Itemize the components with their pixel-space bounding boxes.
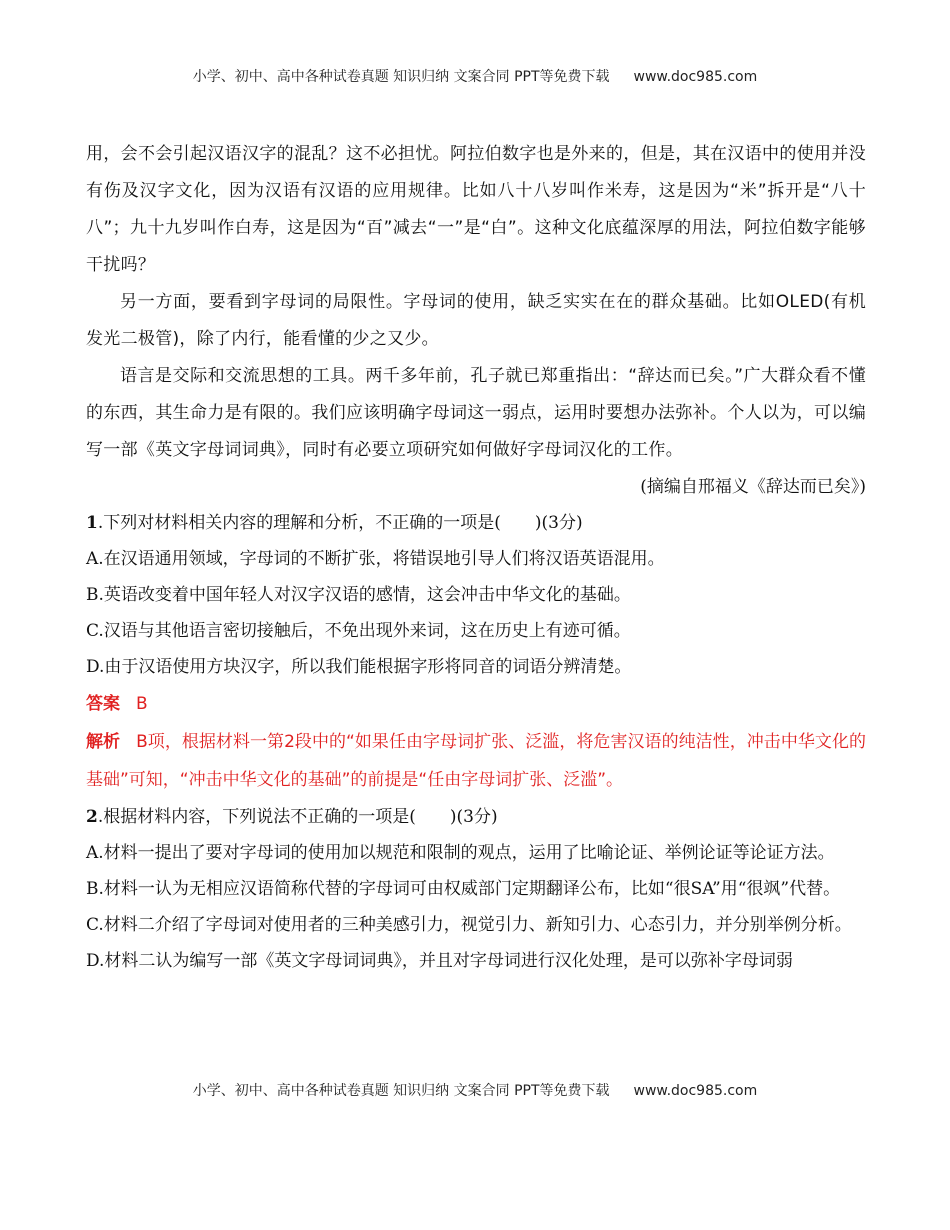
question-1-option-a: A.在汉语通用领域，字母词的不断扩张，将错误地引导人们将汉语英语混用。 [86, 549, 665, 569]
question-2-option-a: A.材料一提出了要对字母词的使用加以规范和限制的观点，运用了比喻论证、举例论证等论证方法。 [86, 843, 835, 863]
header-text: 小学、初中、高中各种试卷真题 知识归纳 文案合同 PPT等免费下载 [192, 69, 610, 85]
question-2-stem [86, 799, 866, 835]
question-2-text: .根据材料内容，下列说法不正确的一项是( )(3分) [97, 807, 498, 827]
passage-source: (摘编自邢福义《辞达而已矣》) [640, 477, 866, 497]
question-2-option-c: C.材料二介绍了字母词对使用者的三种美感引力，视觉引力、新知引力、心态引力，并分别举例分析。 [86, 915, 852, 935]
header-site-link[interactable]: www.doc985.com [633, 69, 758, 85]
passage-paragraph-1: 用，会不会引起汉语汉字的混乱？这不必担忧。阿拉伯数字也是外来的，但是，其在汉语中的使用并没有伤及汉字文化，因为汉语有汉语的应用规律。比如八十八岁叫作米寿，这是因为“米”拆开是“八十八”；九十九岁叫作白寿，这是因为“百”减去“一”是“白”。这种文化底蕴深厚的用法，阿拉伯数字能够干扰吗？ [86, 144, 866, 275]
explanation-text: B项，根据材料一第2段中的“如果任由字母词扩张、泛滥，将危害汉语的纯洁性，冲击中华文化的基础”可知，“冲击中华文化的基础”的前提是“任由字母词扩张、泛滥”。 [86, 732, 866, 790]
explanation-label: 解析 [86, 732, 121, 752]
question-1-explanation [86, 723, 866, 799]
question-2-option-b: B.材料一认为无相应汉语简称代替的字母词可由权威部门定期翻译公布，比如“很SA”用“很飒”代替。 [86, 879, 841, 899]
footer-text: 小学、初中、高中各种试卷真题 知识归纳 文案合同 PPT等免费下载 [192, 1083, 610, 1099]
passage-paragraph-2: 另一方面，要看到字母词的局限性。字母词的使用，缺乏实实在在的群众基础。比如OLED(有机发光二极管)，除了内行，能看懂的少之又少。 [86, 292, 866, 349]
question-1-stem [86, 505, 866, 541]
question-2-number: 2 [86, 807, 98, 827]
question-1-answer [86, 685, 866, 723]
answer-label: 答案 [86, 694, 120, 714]
question-2-option-d: D.材料二认为编写一部《英文字母词词典》，并且对字母词进行汉化处理，是可以弥补字母词弱 [86, 951, 793, 971]
question-1-text: .下列对材料相关内容的理解和分析，不正确的一项是( )(3分) [97, 513, 583, 533]
page-header [0, 66, 950, 86]
question-1-number: 1 [86, 513, 98, 533]
question-1-option-c: C.汉语与其他语言密切接触后，不免出现外来词，这在历史上有迹可循。 [86, 621, 631, 641]
question-1-option-b: B.英语改变着中国年轻人对汉字汉语的感情，这会冲击中华文化的基础。 [86, 585, 631, 605]
question-1-option-d: D.由于汉语使用方块汉字，所以我们能根据字形将同音的词语分辨清楚。 [86, 657, 632, 677]
passage-paragraph-3: 语言是交际和交流思想的工具。两千多年前，孔子就已郑重指出：“辞达而已矣。”广大群众看不懂的东西，其生命力是有限的。我们应该明确字母词这一弱点，运用时要想办法弥补。个人以为，可以编写一部《英文字母词词典》，同时有必要立项研究如何做好字母词汉化的工作。 [86, 366, 866, 460]
document-body [86, 136, 866, 979]
answer-value: B [136, 694, 148, 714]
footer-site-link[interactable]: www.doc985.com [633, 1083, 758, 1099]
page-footer [0, 1080, 950, 1100]
